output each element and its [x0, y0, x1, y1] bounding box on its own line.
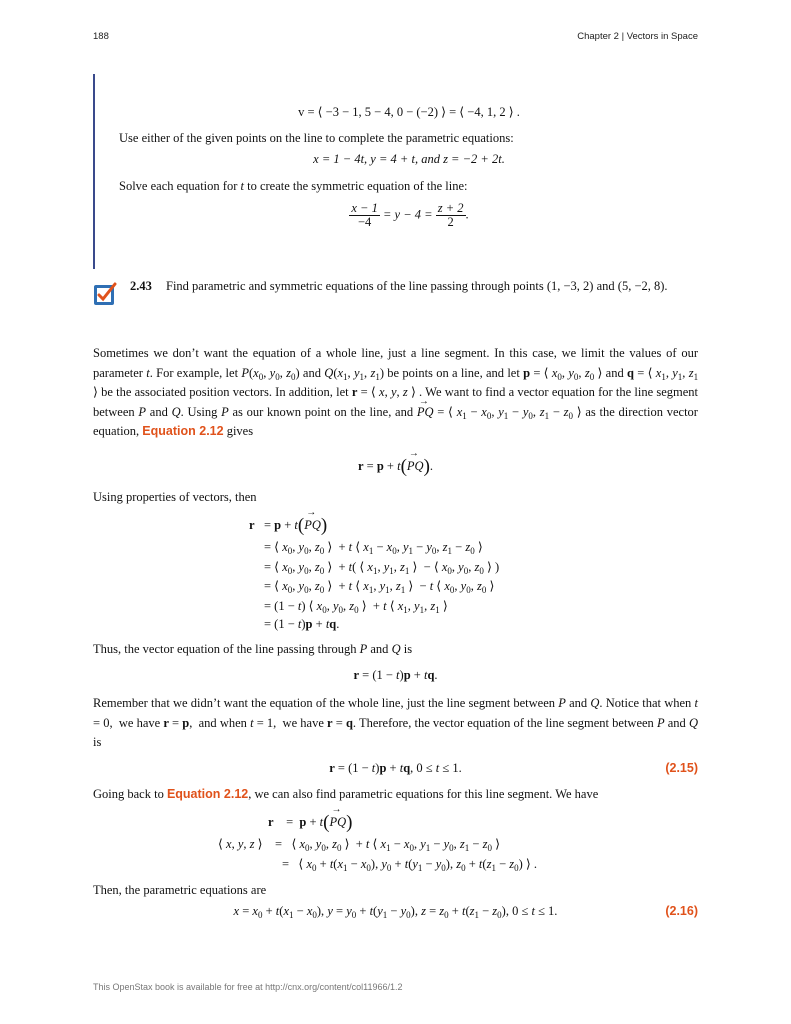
parametric-equations: x = 1 − 4t, y = 4 + t, and z = −2 + 2t. — [313, 152, 505, 166]
param-row-2: ⟨ x, y, z ⟩ = ⟨ $x_0$, $y_0$, $z_0$ ⟩ + t ⟨ $x_1 - x_0$, $y_1 - y_0$, $z_1 - z_0$ ⟩ — [218, 837, 500, 853]
thus-text-pre: Thus, the vector equation of the line passing through — [93, 642, 357, 656]
thus-text-is: is — [403, 642, 413, 656]
equation-number-2-16: (2.16) — [665, 904, 698, 918]
footer-note: This OpenStax book is available for free at http://cnx.org/content/col11966/1.2 — [93, 982, 403, 992]
page-number: 188 — [93, 31, 109, 42]
checkpoint-text — [166, 279, 668, 294]
eq-r-segment: r = (1 − t)p + tq. — [353, 668, 438, 682]
going-back-text — [93, 787, 598, 802]
example-line-2-var: t — [240, 179, 244, 193]
sym-num-2: z + 2 — [437, 201, 464, 215]
checkpoint-icon — [93, 282, 117, 306]
equation-number-2-15: (2.15) — [665, 761, 698, 775]
checkpoint-point-2: (5, −2, 8). — [617, 279, 668, 293]
derivation-row-3: = ⟨ $x_0$, $y_0$, $z_0$ ⟩ + t( ⟨ $x_1$, $y_1$, $z_1$ ⟩ − ⟨ $x_0$, $y_0$, $z_0$ ⟩ ) — [264, 560, 500, 576]
example-box-rule — [93, 74, 95, 269]
sym-mid: = y − 4 = — [382, 207, 433, 222]
example-line-1: Use either of the given points on the line to complete the parametric equations: — [119, 131, 514, 145]
using-properties-text: Using properties of vectors, then — [93, 490, 257, 504]
checkpoint-point-1: (1, −3, 2) — [546, 279, 594, 293]
going-back-pre: Going back to — [93, 787, 164, 801]
going-back-post: , we can also find parametric equations for this line segment. We have — [248, 787, 599, 801]
direction-vector-equation — [120, 104, 698, 120]
example-line-2-post: to create the symmetric equation of the line: — [247, 179, 468, 193]
param-row-3: = ⟨ $x_0 + t(x_1 - x_0)$, $y_0 + t(y_1 - y_0)$, $z_0 + t(z_1 - z_0)$ ⟩ . — [282, 857, 538, 873]
checkpoint-number: 2.43 — [130, 279, 152, 293]
checkpoint-question: Find parametric and symmetric equations of the line passing through points — [166, 279, 544, 293]
direction-vector-text: v = ⟨ −3 − 1, 5 − 4, 0 − (−2) ⟩ = ⟨ −4, 1, 2 ⟩ . — [298, 105, 520, 119]
derivation-row-4: = ⟨ $x_0$, $y_0$, $z_0$ ⟩ + t ⟨ $x_1$, $y_1$, $z_1$ ⟩ − t ⟨ $x_0$, $y_0$, $z_0$ ⟩ — [264, 579, 495, 595]
sym-den-2: 2 — [447, 215, 454, 229]
example-line-2-pre: Solve each equation for — [119, 179, 238, 193]
equation-2-12-link[interactable]: Equation 2.12 — [142, 424, 224, 438]
sym-frac-2 — [436, 202, 466, 229]
intro-paragraph: Sometimes we don’t want the equation of a whole line, just a line segment. In this case, we limit the values of our parameter t. For example, let $P(x_0$, $y_0$, $z_0$) and $Q(x_1$, $y_1$, $z_1$) be points on a line, and let p = ⟨ $x_0$, $y_0$, $z_0$ ⟩ and q = ⟨ $x_1$, $y_1$, $z_1$ ⟩ be the associated position vectors. In addition, let r = ⟨ x, y, z ⟩ . We want to find a vector equation for the line segment between P and Q. Using P as our known point on the line, and → PQ = ⟨ $x_1 - x_0$, $y_1 - y_0$, $z_1 - z_0$ ⟩ as the direction vector equation, Equation 2.12 gives — [93, 344, 698, 442]
symmetric-equation: $\frac{x - 1}{-4}$ = y − 4 = $\frac{z + 2}{2}$ . — [351, 201, 469, 229]
checkpoint-and: and — [596, 279, 615, 293]
derivation-row-6: = (1 − t)p + tq. — [264, 617, 340, 631]
eq-2-16: $x = x_0 + t(x_1 - x_0)$, $y = y_0 + t(y_1 - y_0)$, $z = z_0 + t(z_1 - z_0)$, 0 ≤ t ≤ 1. — [233, 904, 558, 920]
derivation-row-1: r = p + t(→ PQ) — [249, 515, 327, 537]
sym-den-1: −4 — [357, 215, 372, 229]
eq-r-p-tpq: r = p + t(→ PQ). — [93, 456, 698, 478]
then-param-text: Then, the parametric equations are — [93, 883, 267, 897]
chapter-title: Chapter 2 | Vectors in Space — [577, 31, 698, 42]
derivation-row-2: = ⟨ $x_0$, $y_0$, $z_0$ ⟩ + t ⟨ $x_1 - x_0$, $y_1 - y_0$, $z_1 - z_0$ ⟩ — [264, 540, 483, 556]
eq-2-15: r = (1 − t)p + tq, 0 ≤ t ≤ 1. — [329, 761, 462, 775]
remember-paragraph: Remember that we didn’t want the equation of the whole line, just the line segment between P and Q. Notice that when t = 0, we have r = p, and when t = 1, we have r = q. Therefore, the vector equation of the line segment between P and Q is — [93, 696, 698, 749]
example-line-2 — [119, 179, 468, 194]
param-row-1: r = p + t(→ PQ) — [268, 812, 352, 834]
sym-num-1: x − 1 — [351, 201, 378, 215]
equation-2-12-link-2[interactable]: Equation 2.12 — [166, 787, 249, 801]
sym-frac-1 — [349, 202, 379, 229]
thus-text: Thus, the vector equation of the line passing through P and Q is — [93, 642, 413, 656]
derivation-row-5: = (1 − t) ⟨ $x_0$, $y_0$, $z_0$ ⟩ + t ⟨ $x_1$, $y_1$, $z_1$ ⟩ — [264, 599, 448, 615]
